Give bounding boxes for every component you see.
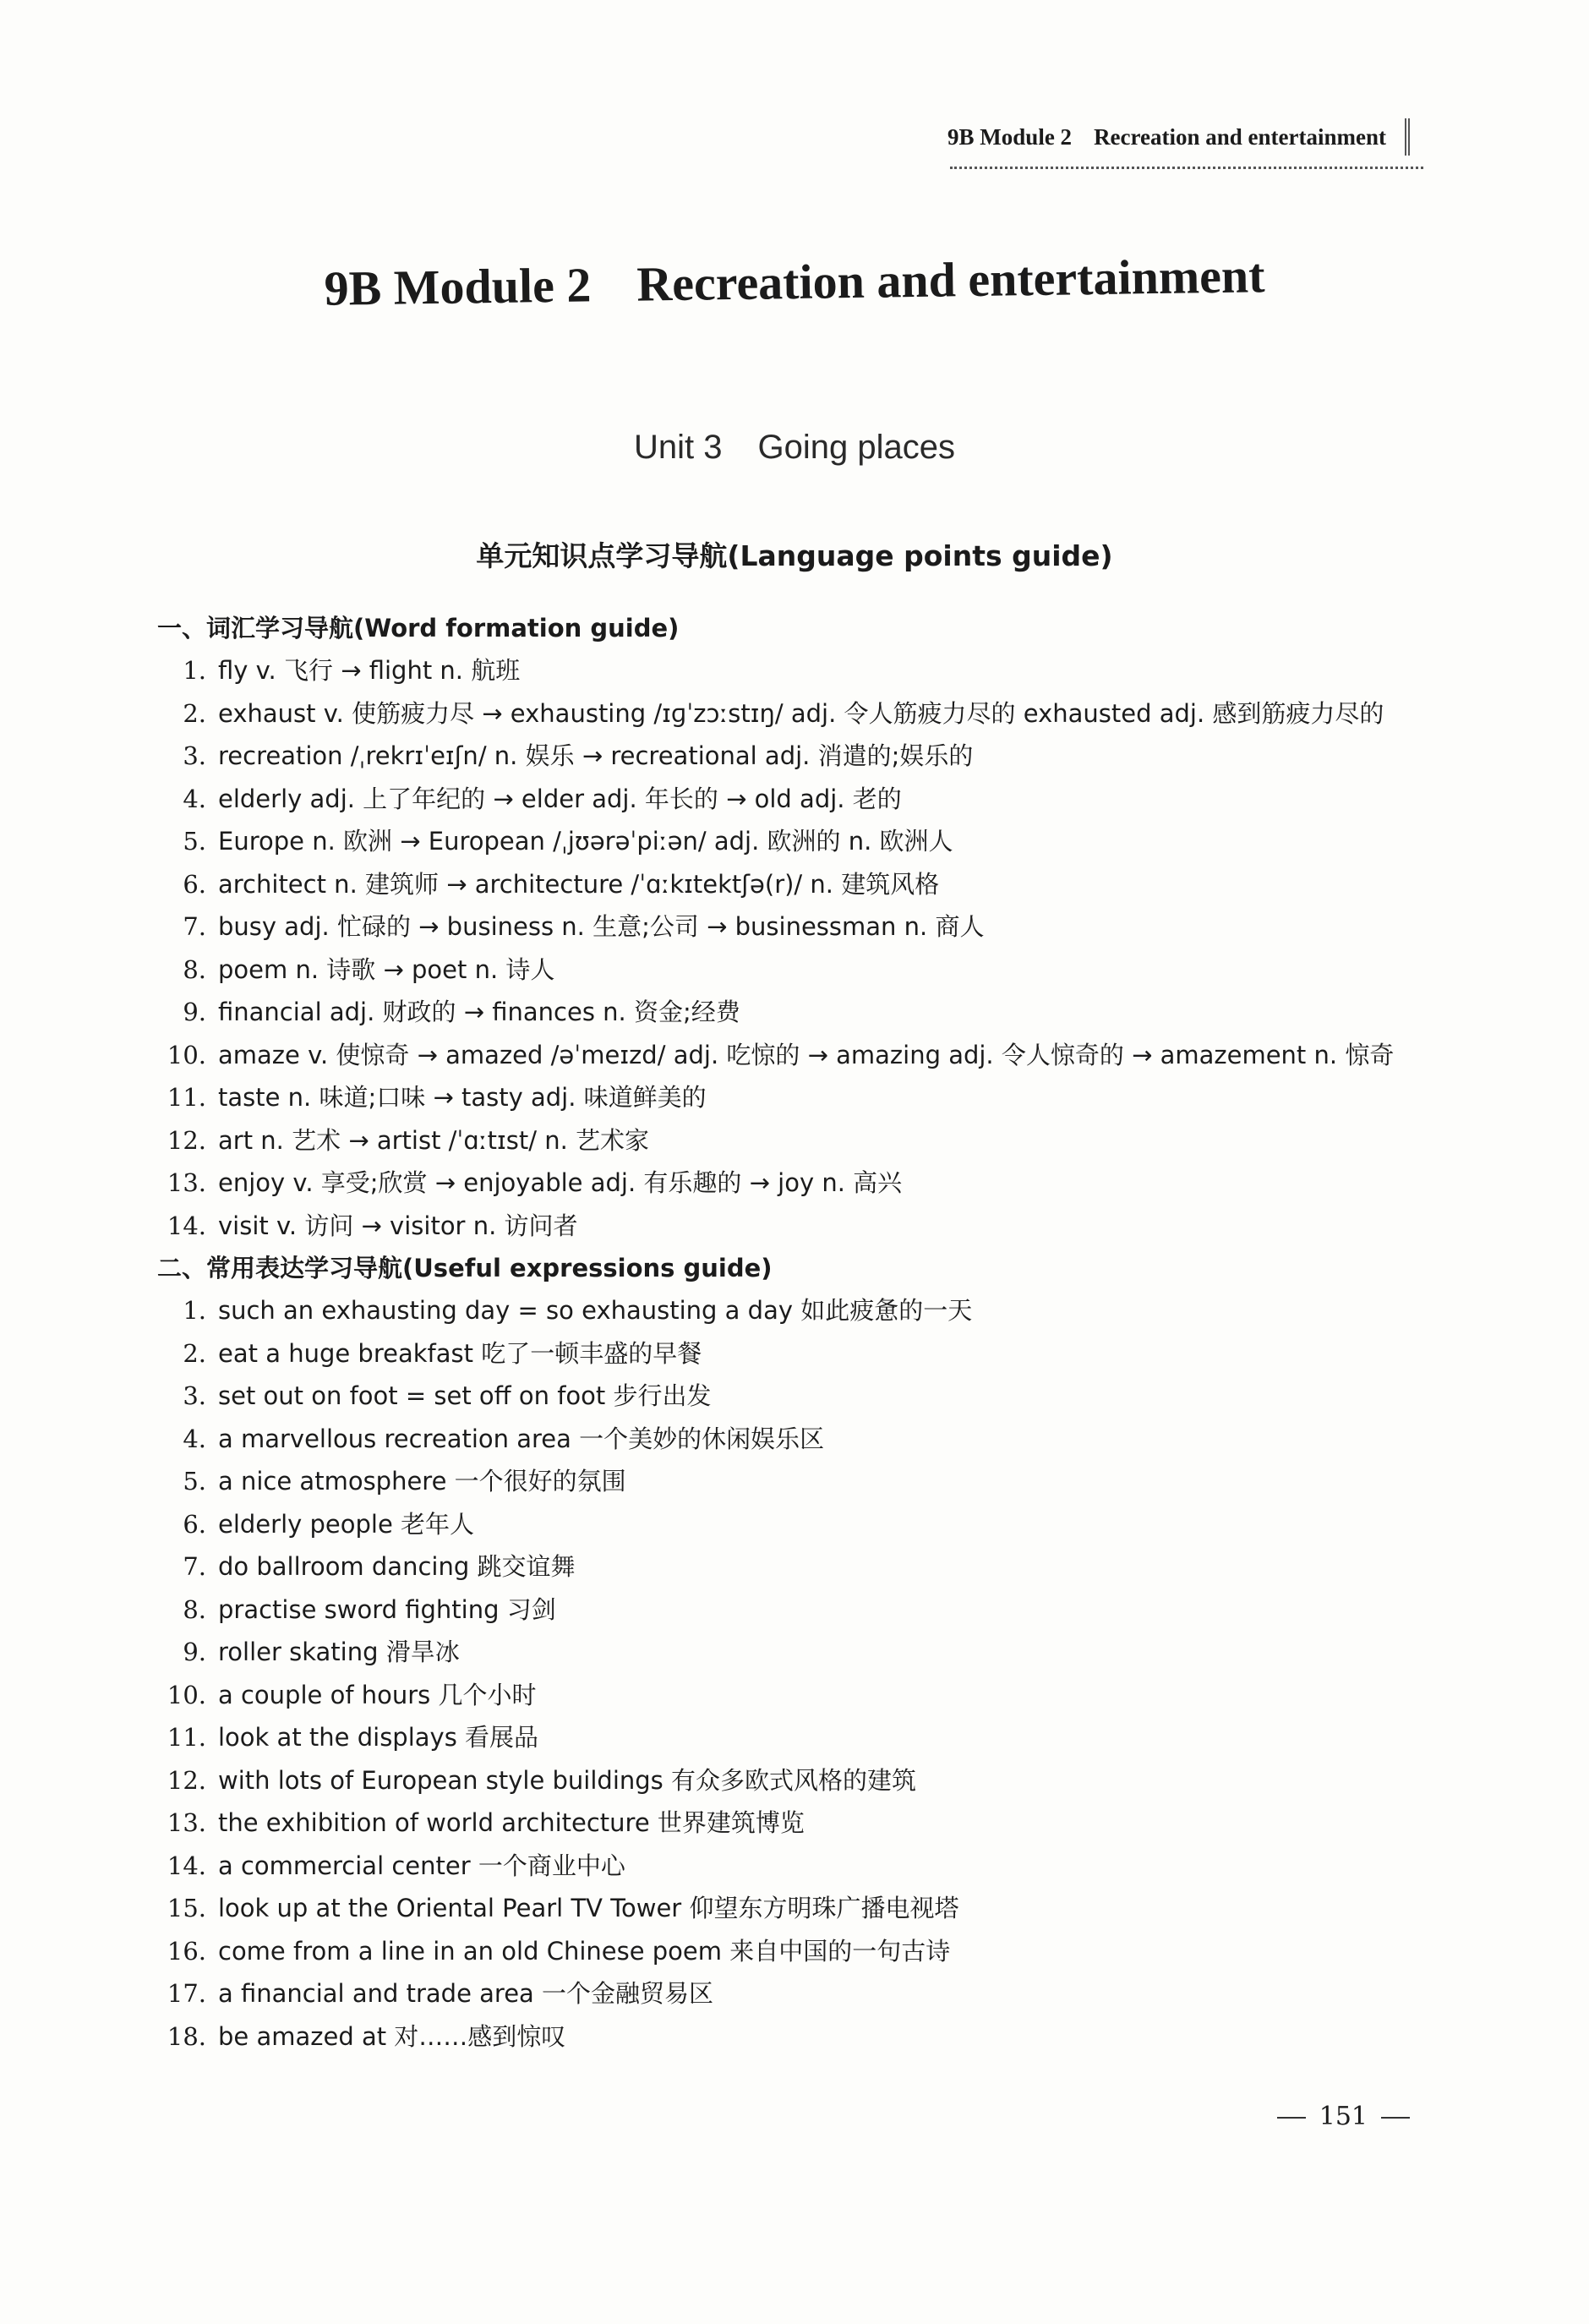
item-text: elderly people 老年人 xyxy=(218,1509,475,1539)
item-number: 6. xyxy=(183,869,206,899)
item-number: 8. xyxy=(183,954,206,984)
item-number: 12. xyxy=(167,1125,206,1155)
useful-expressions-list xyxy=(157,1289,1442,2058)
item-text: be amazed at 对……感到惊叹 xyxy=(218,2021,566,2051)
list-item xyxy=(157,820,1442,863)
list-item xyxy=(157,1930,1442,1973)
item-number: 5. xyxy=(183,1467,206,1496)
item-number: 7. xyxy=(183,1552,206,1581)
item-text: financial adj. 财政的 → finances n. 资金;经费 xyxy=(218,998,740,1026)
list-item xyxy=(157,1972,1442,2015)
unit-label: Unit 3 xyxy=(634,429,723,466)
list-item xyxy=(157,1716,1442,1759)
item-number: 1. xyxy=(183,656,206,685)
list-item xyxy=(157,1503,1442,1546)
item-text: fly v. 飞行 → flight n. 航班 xyxy=(218,656,521,685)
item-text: architect n. 建筑师 → architecture /ˈɑːkɪtektʃə(r)/ n. 建筑风格 xyxy=(218,869,940,899)
list-item xyxy=(157,1545,1442,1589)
item-number: 11. xyxy=(167,1083,206,1112)
item-text: come from a line in an old Chinese poem 来自中国的一句古诗 xyxy=(218,1936,951,1966)
word-formation-list xyxy=(157,649,1442,1247)
list-item xyxy=(157,863,1442,906)
running-head-module: 9B Module 2 xyxy=(947,124,1073,150)
page-number-value: 151 xyxy=(1319,2102,1368,2131)
item-number: 10. xyxy=(167,1040,206,1069)
list-item xyxy=(157,2015,1442,2059)
item-number: 10. xyxy=(167,1680,206,1709)
list-item xyxy=(157,1887,1442,1930)
item-text: enjoy v. 享受;欣赏 → enjoyable adj. 有乐趣的 → joy n. 高兴 xyxy=(218,1168,903,1197)
list-item xyxy=(157,991,1442,1034)
item-text: busy adj. 忙碌的 → business n. 生意;公司 → businessman n. 商人 xyxy=(218,912,985,941)
list-item xyxy=(157,1034,1442,1077)
unit-name: Going places xyxy=(757,429,955,466)
module-title-module: 9B Module 2 xyxy=(324,257,592,316)
list-item xyxy=(157,1802,1442,1845)
item-text: do ballroom dancing 跳交谊舞 xyxy=(218,1552,576,1581)
item-number: 13. xyxy=(167,1808,206,1837)
running-head-rule xyxy=(950,167,1423,169)
item-number: 3. xyxy=(183,741,206,770)
item-number: 8. xyxy=(183,1594,206,1624)
item-number: 4. xyxy=(183,784,206,813)
list-item xyxy=(157,1845,1442,1888)
item-text: taste n. 味道;口味 → tasty adj. 味道鲜美的 xyxy=(218,1083,707,1112)
list-item xyxy=(157,1076,1442,1119)
list-item xyxy=(157,949,1442,992)
item-number: 2. xyxy=(183,698,206,728)
item-number: 16. xyxy=(167,1936,206,1966)
item-text: recreation /ˌrekrɪˈeɪʃn/ n. 娱乐 → recreational adj. 消遣的;娱乐的 xyxy=(218,741,974,770)
item-number: 9. xyxy=(183,998,206,1026)
list-item xyxy=(157,1631,1442,1674)
item-number: 6. xyxy=(183,1509,206,1539)
content xyxy=(157,607,1442,2058)
list-item xyxy=(157,1332,1442,1375)
item-number: 12. xyxy=(167,1765,206,1795)
list-item xyxy=(157,649,1442,692)
section-heading-useful-expressions: 二、常用表达学习导航(Useful expressions guide) xyxy=(157,1254,773,1282)
list-item xyxy=(157,692,1442,735)
list-item xyxy=(157,1162,1442,1205)
item-text: a financial and trade area 一个金融贸易区 xyxy=(218,1979,714,2008)
item-number: 5. xyxy=(183,827,206,856)
list-item xyxy=(157,778,1442,821)
item-text: roller skating 滑旱冰 xyxy=(218,1638,460,1666)
item-number: 13. xyxy=(167,1168,206,1197)
item-text: eat a huge breakfast 吃了一顿丰盛的早餐 xyxy=(218,1338,702,1368)
item-text: with lots of European style buildings 有众多欧式风格的建筑 xyxy=(218,1765,917,1795)
item-text: elderly adj. 上了年纪的 → elder adj. 年长的 → old adj. 老的 xyxy=(218,784,902,813)
item-text: a commercial center 一个商业中心 xyxy=(218,1851,625,1880)
list-item xyxy=(157,905,1442,949)
item-text: look up at the Oriental Pearl TV Tower 仰望东方明珠广播电视塔 xyxy=(218,1894,959,1922)
list-item xyxy=(157,735,1442,778)
item-number: 7. xyxy=(183,912,206,941)
item-text: poem n. 诗歌 → poet n. 诗人 xyxy=(218,954,555,984)
item-text: practise sword fighting 习剑 xyxy=(218,1594,556,1624)
page-number xyxy=(1264,2102,1423,2131)
module-title-name: Recreation and entertainment xyxy=(636,248,1265,312)
item-number: 11. xyxy=(167,1723,206,1752)
list-item xyxy=(157,1289,1442,1332)
item-number: 14. xyxy=(167,1211,206,1240)
list-item xyxy=(157,1589,1442,1632)
item-number: 2. xyxy=(183,1338,206,1368)
list-item xyxy=(157,1674,1442,1717)
section-heading-word-formation: 一、词汇学习导航(Word formation guide) xyxy=(157,614,680,643)
list-item xyxy=(157,1205,1442,1248)
item-number: 18. xyxy=(167,2021,206,2051)
module-title xyxy=(0,243,1589,321)
unit-title xyxy=(0,429,1589,467)
item-text: set out on foot = set off on foot 步行出发 xyxy=(218,1381,712,1410)
list-item xyxy=(157,1375,1442,1418)
list-item xyxy=(157,1759,1442,1802)
item-text: such an exhausting day = so exhausting a day 如此疲惫的一天 xyxy=(218,1296,973,1325)
item-number: 17. xyxy=(167,1979,206,2008)
list-item xyxy=(157,1119,1442,1162)
item-text: art n. 艺术 → artist /ˈɑːtɪst/ n. 艺术家 xyxy=(218,1125,650,1155)
item-text: a couple of hours 几个小时 xyxy=(218,1680,537,1709)
item-number: 14. xyxy=(167,1851,206,1880)
item-number: 4. xyxy=(183,1424,206,1453)
item-text: amaze v. 使惊奇 → amazed /əˈmeɪzd/ adj. 吃惊的 → amazing adj. 令人惊奇的 → amazement n. 惊奇 xyxy=(218,1040,1395,1069)
item-number: 15. xyxy=(167,1894,206,1922)
item-number: 9. xyxy=(183,1638,206,1666)
item-text: the exhibition of world architecture 世界建筑博览 xyxy=(218,1808,805,1837)
item-text: exhaust v. 使筋疲力尽 → exhausting /ɪɡˈzɔːstɪŋ/ adj. 令人筋疲力尽的 exhausted adj. 感到筋疲力尽的 xyxy=(218,698,1384,728)
list-item xyxy=(157,1418,1442,1461)
running-head xyxy=(947,118,1410,156)
item-number: 3. xyxy=(183,1381,206,1410)
item-text: a nice atmosphere 一个很好的氛围 xyxy=(218,1467,626,1496)
item-text: visit v. 访问 → visitor n. 访问者 xyxy=(218,1211,578,1240)
item-text: Europe n. 欧洲 → European /ˌjʊərəˈpiːən/ adj. 欧洲的 n. 欧洲人 xyxy=(218,827,953,856)
item-text: look at the displays 看展品 xyxy=(218,1723,539,1752)
item-text: a marvellous recreation area 一个美妙的休闲娱乐区 xyxy=(218,1424,825,1453)
item-number: 1. xyxy=(183,1296,206,1325)
guide-title: 单元知识点学习导航(Language points guide) xyxy=(476,539,1113,572)
list-item xyxy=(157,1460,1442,1503)
running-head-title: Recreation and entertainment xyxy=(1094,124,1386,150)
